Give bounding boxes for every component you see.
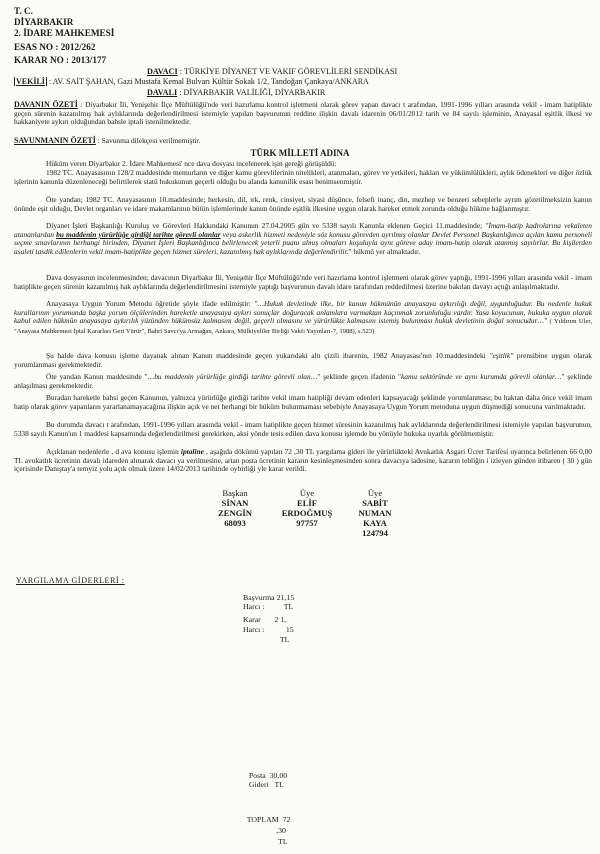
paragraph-5: Dava dosyasının incelenmesinden; davacının Diyarbakır İli, Yenişehir İlçe Müftülüğü'nde veri hazırlama kontrol işletmeni olarak görev yaptığı, 1991-1996 yılları arasında vekil - imam hatiplikte geçen sürenin kazanılmış hak aylıklarında değerlendirilmesini istemiyle yaptığı başvurunun davalı idare tarafından reddedilmesi üzerine bakılan davayı açtığı anlaşılmaktadır. xyxy=(14,273,592,291)
paragraph-4 xyxy=(14,222,592,256)
paragraph-8-d: kamu sektöründe ve aynı kurumda görevli olanlar… xyxy=(401,372,562,381)
paragraph-4-quote-start: "İmam-hatip kadrolarına vekaleten atananlardan xyxy=(14,221,592,239)
davanin-ozeti-text: : Diyarbakır İli, Yenişehir İlçe Müftülüğü'nde veri hazırlama kontrol işletmeni olarak görev yapan davacı t arafından, 1991-1996 yılları arasında vekil - imam hatiplikte geçen sürenin kazanılmış hak aylıklarında değerlendirilmesi istemiyle yapılan başvurunun reddine ilişkin davalı idarenin 06/01/2012 tarih ve 84 sayılı işleminin, Anayasal eşitlik ilkesi ve hakkaniyete aykırı olduğundan bahsle iptali istenilmektedir. xyxy=(14,100,592,127)
header-tc: T. C. xyxy=(14,6,33,16)
cost-line: TL xyxy=(243,837,288,846)
paragraph-6-citation: ( Yıldırım Uler, "Anayasa Mahkemesi İptal Kararları Geri Yürür", Bahri Savcı'ya Armağan, Ankara, Mülkiyeliler Birliği Vakfı Yayınları-7, 1988), s.523) xyxy=(14,318,592,335)
paragraph-4-intro: Diyanet İşleri Başkanlığı Kuruluş ve Görevleri Hakkındaki Kanunun 27.04.2005 gün ve 5338 sayılı Kanunla eklenen Geçici 11.maddesinde; xyxy=(46,221,486,230)
costs-heading: YARGILAMA GİDERLERİ : xyxy=(16,576,125,585)
paragraph-4-end: " hükmü yer almaktadır. xyxy=(348,246,421,256)
paragraph-7-a: Şu halde dava konusu işleme dayanak alınan Kanun maddesinde geçen yukarıdaki altı çizili ibarenin, 1982 Anayasası'nın 10.maddesindeki xyxy=(46,351,490,360)
paragraph-7 xyxy=(14,352,592,369)
signature-uye-1 xyxy=(266,488,348,528)
cost-line: Harcı : 15 xyxy=(243,625,294,634)
paragraph-10: Bu durumda davacı t arafından, 1991-1996 yılları arasında vekil - imam hatiplikte geçen hizmet süresinin kazanılmış hak aylıklarında değerlendirilmesi istemiyle yapılan başvurunun, 5338 sayılı Kanun'un 1 maddesi kapsamında değerlendirilmesi gerekirken, aksi yönde tesis edilen dava konusu işlemde bu yönüyle hukuka uyarlık görülmemiştir. xyxy=(14,420,592,438)
header-court: 2. İDARE MAHKEMESİ xyxy=(14,28,115,38)
signature-surname: ZENGİN xyxy=(218,508,252,518)
cost-line: ,30 xyxy=(243,826,286,835)
header-city: DİYARBAKIR xyxy=(14,17,74,27)
signature-surname: ERDOĞMUŞ xyxy=(281,508,333,518)
vekili-value: : AV. SAİT ŞAHAN, Gazi Mustafa Kemal Bulvarı Kültür Sokak 1/2, Tandoğan Çankaya/ANKARA xyxy=(48,77,369,86)
signature-name: ELİF xyxy=(296,498,318,508)
cost-line: Posta 30,00 xyxy=(243,771,288,780)
signature-baskan xyxy=(205,488,265,528)
paragraph-3: Öte yandan; 1982 TC. Anayasasının 10.maddesinde; herkesin, dil, ırk, renk, cinsiyet, siyasi düşünce, felsefi inanç, din, mezhep ve benzeri sebeplerle ayrım gözetilmeksizin kanun önünde eşit olduğu, Devlet organları ve idare makamlarının bütün işlemlerinde kanun önünde eşitlik ilkesine uygun olarak hareket etmek zorunda olduğu hükme bağlanmıştır. xyxy=(14,195,592,213)
davaci-value: : TÜRKİYE DİYANET VE VAKIF GÖREVLİLERİ SENDİKASI xyxy=(179,67,398,76)
vekili-line xyxy=(14,78,369,87)
paragraph-11-iptal: iptaline xyxy=(180,447,204,456)
paragraph-7-b: "eşitlik" xyxy=(489,351,514,360)
vekili-label: VEKİLİ xyxy=(16,77,45,86)
paragraph-9: Buradan hareketle bahsi geçen Kanunun, yalnızca yürürlüğe girdiği tarihte vekil imam hatipliği devam edenleri kapsayacağı şeklinde yorumlanması; bu haktan daha önce vekil imam hatip olarak görev yapanların yararlanamayacağına ilişkin açık ve net herhangi bir hüküm bulunmaması sebebiyle Anayasaya Uygun Yorum metoduna uygun düşmediği sonucuna varılmaktadır. xyxy=(14,393,592,411)
signature-title: Başkan xyxy=(222,488,248,498)
davali-label: DAVALI xyxy=(147,88,178,97)
header-karar: KARAR NO : 2013/177 xyxy=(14,55,107,65)
signature-number: 97757 xyxy=(296,518,318,528)
paragraph-1: Hüküm veren Diyarbakır 2. İdare Mahkemesi' nce dava dosyası incelenerek işin gereği görüşüldü: xyxy=(46,159,337,168)
signature-name: SABİT xyxy=(362,498,388,508)
cost-line: TL xyxy=(243,635,290,644)
paragraph-8-e: " şeklinde anlaşılması gerekmektedir. xyxy=(14,372,592,390)
paragraph-2: 1982 TC. Anayasasının 128/2 maddesinde memurların ve diğer kamu görevlilerinin nitelikleri, atanmaları, görev ve yetkileri, hakları ve yükümlülükleri, aylık ödenekleri ve diğer özlük işlerinin kanunla düzenleneceği belirtilerek statü hukukunun geçerli olduğu bu alanda kanunilik esası benimsenmiştir. xyxy=(14,168,592,186)
paragraph-4-underlined: bu maddenin yürürlüğe girdiği tarihte görevli olanlar xyxy=(56,229,221,239)
document-title: TÜRK MİLLETİ ADINA xyxy=(250,148,350,158)
savunmanin-ozeti-text: : Savunma dilekçesi verilmemiştir. xyxy=(97,136,201,145)
paragraph-8-b: …bu maddenin yürürlüğe girdiği tarihte görevli olan… xyxy=(147,372,318,381)
davanin-ozeti xyxy=(14,101,592,127)
paragraph-11-c: , aşağıda dökümü yapılan 72 ,30 TL yargılama gideri ile yürürlükteki Avukatlık Asgari Ücret Tarifesi uyarınca belirlenen 66 0,00 TL avukatlık ücretinin davalı idareden alınarak davacı ya verilmesine, artan posta ücretinin kararın kesinleşmesinden sonra davacıya iadesine, kararın tebliğin i izleyen günden itibaren ( 30 ) gün içerisinde Danıştay'a temyiz yolu açık olmak üzere 14/02/2013 tarihinde oybirliği yle karar verildi. xyxy=(14,447,592,474)
cost-line: Gideri TL xyxy=(243,780,284,789)
davaci-line xyxy=(147,68,397,77)
paragraph-6 xyxy=(14,300,592,336)
header-esas: ESAS NO : 2012/262 xyxy=(14,42,96,52)
paragraph-6-intro: Anayasaya Uygun Yorum Metodu öğretide şöyle ifade edilmiştir: xyxy=(46,299,255,308)
davali-value: : DİYARBAKIR VALİLİĞİ, DİYARBAKIR xyxy=(179,88,326,97)
davanin-ozeti-label: DAVANIN ÖZETİ xyxy=(14,100,78,109)
paragraph-8-a: Öte yandan Kanun maddesinde " xyxy=(46,372,148,381)
signature-title: Üye xyxy=(367,488,383,498)
paragraph-11 xyxy=(14,448,592,474)
paragraph-6-quote: "…Hukuk devletinde ilke, bir kanun hükmünün anayasaya aykırılığı değil, uygunluğudur. Bu nedenle hukuk kurallarının yorumunda başka yorum ölçülerinden hareketle anayasaya aykırı sonuçlar doğuracak anlamlara varmaktan kaçınmak zorunluluğu vardır. Yasa koyucunun, hukuka uygun olarak kabul edilen hükmün anayasaya aykırılık yüzünden hükümsüz kalmasını değil, geçerli olmasını ve yürürlükte kalmasını istemiş bulunması hukuk devletinin doğal sonucudur…" xyxy=(14,299,593,326)
signature-title: Üye xyxy=(299,488,315,498)
paragraph-8-c: " şeklinde geçen ifadenin " xyxy=(317,372,402,381)
paragraph-8 xyxy=(14,373,592,390)
signature-number: 124794 xyxy=(362,528,388,538)
cost-line: TOPLAM 72 xyxy=(243,815,291,824)
paragraph-11-a: Açıklanan nedenlerle , d ava konusu işlemin xyxy=(46,447,181,456)
cost-line: Karar 2 1, xyxy=(243,615,287,624)
paragraph-4-quote: veya askerlik hizmeti nedeniyle söz konusu görevden ayrılmış olanlar Devlet Personel Başkanlığınca açılan kamu personeli seçme sınavlarının herhangi birinden, Diyanet İşleri Başkanlığınca belirlenecek yeterli puanı almış olmaları koşuluyla aynı göreve aday imam-hatip olarak atanmış sayılırlar. Bu kişilerden asaleti tasdik edilenlerin vekil imam-hatiplikte geçen hizmet süreleri, kazanılmış hak aylıklarında değerlendirilir. xyxy=(14,229,592,256)
savunmanin-ozeti-label: SAVUNMANIN ÖZETİ xyxy=(14,136,96,145)
paragraph-7-c: prensibine uygun olarak yorumlanması gerekmektedir. xyxy=(14,351,592,369)
davali-line xyxy=(147,89,325,98)
signature-number: 68093 xyxy=(224,518,246,528)
savunmanin-ozeti xyxy=(14,137,592,146)
cost-line: Harcı : TL xyxy=(243,602,294,611)
signature-uye-2 xyxy=(345,488,405,538)
signature-name: SİNAN xyxy=(221,498,249,508)
signature-middle-name: NUMAN xyxy=(358,508,392,518)
cost-line: Başvurma 21,15 xyxy=(243,593,295,602)
signature-surname: KAYA xyxy=(363,518,387,528)
davaci-label: DAVACI xyxy=(147,67,178,76)
